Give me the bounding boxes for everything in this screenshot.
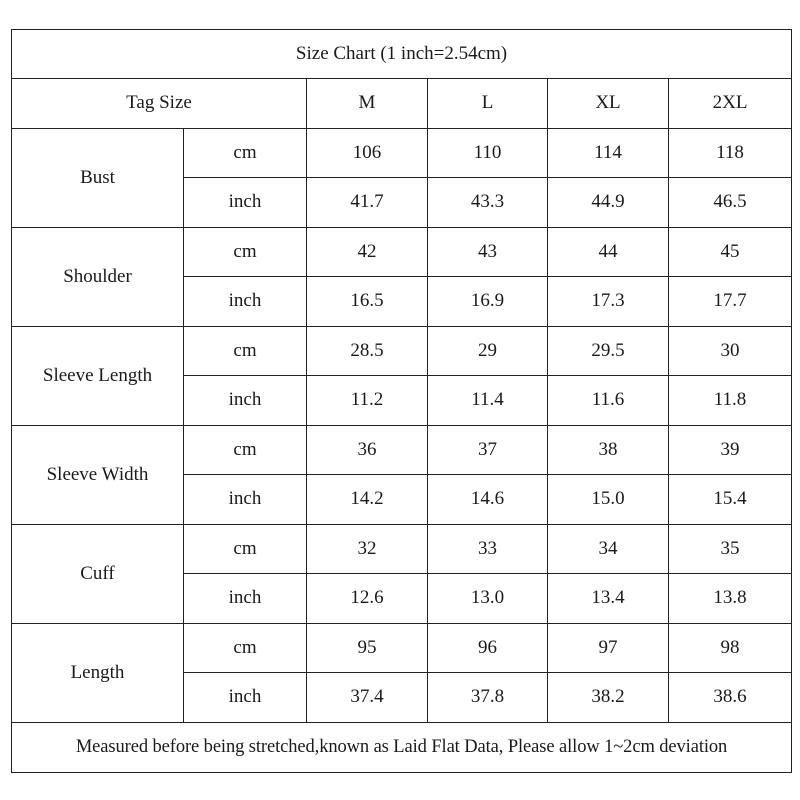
measurement-value: 110: [428, 128, 548, 178]
measurement-value: 29: [428, 326, 548, 376]
unit-label: cm: [184, 128, 307, 178]
measurement-row: [12, 425, 792, 475]
measurement-value: 13.4: [548, 574, 669, 624]
measurement-value: 36: [307, 425, 428, 475]
measurement-name: Cuff: [12, 524, 184, 623]
measurement-value: 38.6: [669, 673, 792, 723]
measurement-name: Length: [12, 623, 184, 722]
measurement-value: 14.6: [428, 475, 548, 525]
measurement-value: 42: [307, 227, 428, 277]
measurement-value: 43: [428, 227, 548, 277]
measurement-value: 39: [669, 425, 792, 475]
measurement-value: 46.5: [669, 178, 792, 228]
measurement-value: 45: [669, 227, 792, 277]
size-chart-table: [11, 29, 792, 773]
measurement-row: [12, 128, 792, 178]
size-header-m: M: [307, 79, 428, 129]
measurement-value: 17.3: [548, 277, 669, 327]
measurement-value: 37.4: [307, 673, 428, 723]
measurement-value: 96: [428, 623, 548, 673]
measurement-value: 43.3: [428, 178, 548, 228]
measurement-row: [12, 326, 792, 376]
unit-label: inch: [184, 376, 307, 426]
unit-label: cm: [184, 524, 307, 574]
measurement-value: 37.8: [428, 673, 548, 723]
measurement-row: [12, 227, 792, 277]
measurement-value: 33: [428, 524, 548, 574]
measurement-value: 34: [548, 524, 669, 574]
unit-label: cm: [184, 425, 307, 475]
unit-label: inch: [184, 574, 307, 624]
measurement-value: 95: [307, 623, 428, 673]
measurement-value: 16.9: [428, 277, 548, 327]
measurement-value: 118: [669, 128, 792, 178]
measurement-name: Bust: [12, 128, 184, 227]
unit-label: inch: [184, 277, 307, 327]
measurement-value: 98: [669, 623, 792, 673]
measurement-value: 11.6: [548, 376, 669, 426]
unit-label: inch: [184, 475, 307, 525]
measurement-value: 114: [548, 128, 669, 178]
measurement-row: [12, 623, 792, 673]
measurement-value: 44: [548, 227, 669, 277]
unit-label: inch: [184, 673, 307, 723]
measurement-value: 38.2: [548, 673, 669, 723]
measurement-value: 15.4: [669, 475, 792, 525]
measurement-value: 44.9: [548, 178, 669, 228]
unit-label: cm: [184, 326, 307, 376]
size-header-2xl: 2XL: [669, 79, 792, 129]
measurement-value: 37: [428, 425, 548, 475]
title-row: [12, 30, 792, 79]
tag-size-label: Tag Size: [12, 79, 307, 129]
measurement-value: 13.8: [669, 574, 792, 624]
measurement-value: 29.5: [548, 326, 669, 376]
measurement-value: 12.6: [307, 574, 428, 624]
measurement-name: Sleeve Width: [12, 425, 184, 524]
measurement-value: 30: [669, 326, 792, 376]
measurement-name: Shoulder: [12, 227, 184, 326]
measurement-value: 11.8: [669, 376, 792, 426]
size-header-xl: XL: [548, 79, 669, 129]
measurement-value: 106: [307, 128, 428, 178]
size-header-row: [12, 79, 792, 129]
unit-label: cm: [184, 227, 307, 277]
measurement-value: 14.2: [307, 475, 428, 525]
measurement-value: 17.7: [669, 277, 792, 327]
measurement-value: 11.4: [428, 376, 548, 426]
measurement-value: 15.0: [548, 475, 669, 525]
measurement-value: 11.2: [307, 376, 428, 426]
measurement-name: Sleeve Length: [12, 326, 184, 425]
unit-label: inch: [184, 178, 307, 228]
measurement-value: 28.5: [307, 326, 428, 376]
chart-title: Size Chart (1 inch=2.54cm): [12, 30, 792, 79]
measurement-value: 32: [307, 524, 428, 574]
measurement-value: 38: [548, 425, 669, 475]
unit-label: cm: [184, 623, 307, 673]
measurement-value: 41.7: [307, 178, 428, 228]
measurement-value: 13.0: [428, 574, 548, 624]
measurement-row: [12, 524, 792, 574]
measurement-value: 35: [669, 524, 792, 574]
size-header-l: L: [428, 79, 548, 129]
deviation-note: Measured before being stretched,known as Laid Flat Data, Please allow 1~2cm deviation: [12, 722, 792, 772]
note-row: [12, 722, 792, 772]
measurement-value: 16.5: [307, 277, 428, 327]
measurement-value: 97: [548, 623, 669, 673]
